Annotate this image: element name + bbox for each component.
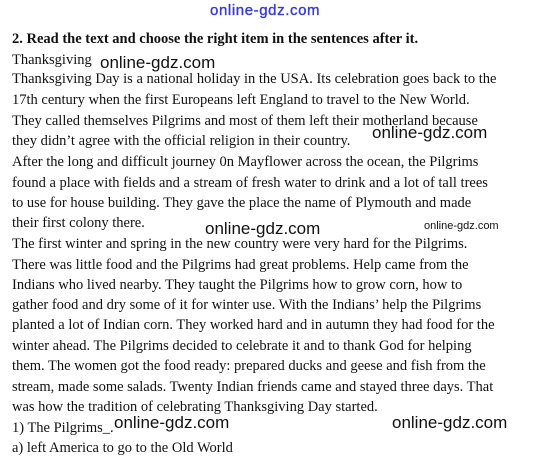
text-line-9: The first winter and spring in the new country were very hard for the Pilgrims. <box>12 236 468 252</box>
text-line-7: to use for house building. They gave the place the name of Plymouth and made <box>12 195 472 211</box>
text-line-1: Thanksgiving Day is a national holiday in the USA. Its celebration goes back to the <box>12 71 497 87</box>
question-stem: 1) The Pilgrims_. <box>12 420 114 436</box>
watermark-6: online-gdz.com <box>392 413 508 432</box>
watermark-2: online-gdz.com <box>372 123 488 142</box>
watermark-5: online-gdz.com <box>114 413 230 432</box>
watermark-top: online-gdz.com <box>210 2 321 19</box>
watermark-4: online-gdz.com <box>424 220 499 232</box>
question-option-a: a) left America to go to the Old World <box>12 440 233 456</box>
watermark-3: online-gdz.com <box>205 219 321 238</box>
text-line-15: them. The women got the food ready: prepared ducks and geese and fish from the <box>12 358 486 374</box>
task-heading: 2. Read the text and choose the right item in the sentences after it. <box>12 31 419 47</box>
text-line-2: 17th century when the first Europeans left England to travel to the New World. <box>12 92 470 108</box>
text-line-17: was how the tradition of celebrating Thanksgiving Day started. <box>12 399 378 415</box>
text-line-12: gather food and dry some of it for winter use. With the Indians’ help the Pilgrims <box>12 297 482 313</box>
text-title: Thanksgiving <box>12 52 92 68</box>
text-line-6: found a place with fields and a stream of fresh water to drink and a lot of tall trees <box>12 175 488 191</box>
text-line-14: winter ahead. The Pilgrims decided to celebrate it and to thank God for helping <box>12 338 472 354</box>
watermark-1: online-gdz.com <box>100 53 216 72</box>
text-line-16: stream, made some salads. Twenty Indian friends came and stayed three days. That <box>12 379 494 395</box>
text-line-3: They called themselves Pilgrims and most of them left their motherland because <box>12 113 478 129</box>
text-line-11: Indians who lived nearby. They taught the Pilgrims how to grow corn, how to <box>12 277 463 293</box>
text-line-10: There was little food and the Pilgrims had great problems. Help came from the <box>12 257 469 273</box>
text-line-13: planted a lot of Indian corn. They worked hard and in autumn they had food for the <box>12 317 495 333</box>
text-line-4: they didn’t agree with the official religion in their country. <box>12 133 351 149</box>
text-line-8: their first colony there. <box>12 215 145 231</box>
text-line-5: After the long and difficult journey 0n Mayflower across the ocean, the Pilgrims <box>12 154 479 170</box>
